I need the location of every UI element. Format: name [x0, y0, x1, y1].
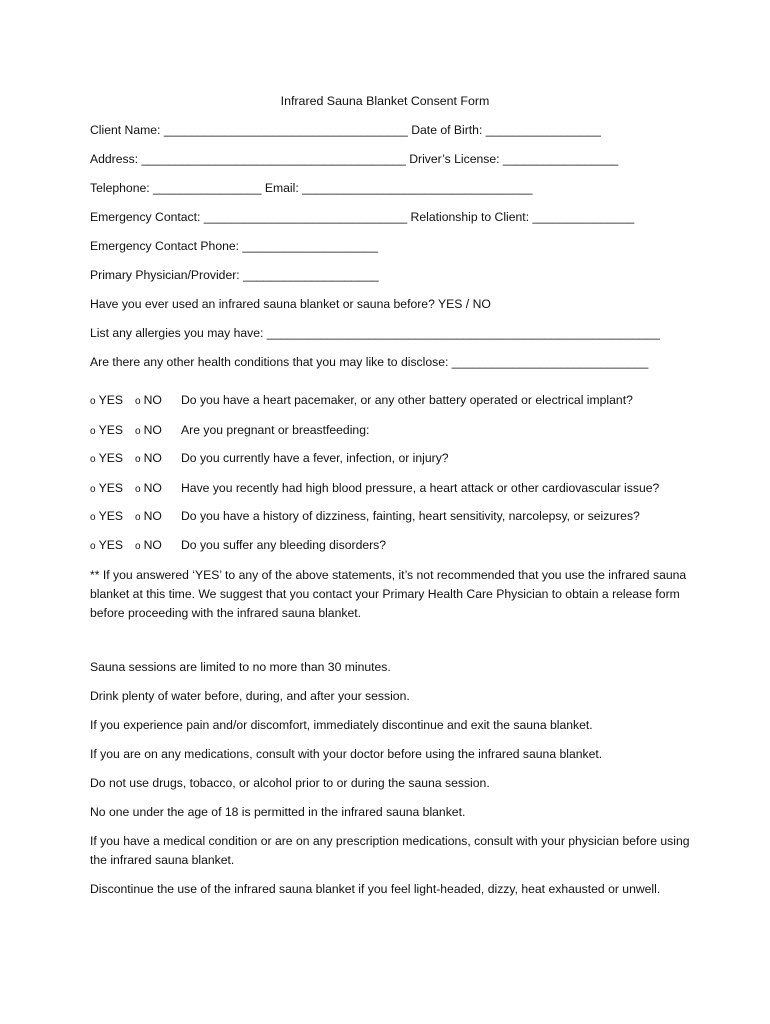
question-text: Are you pregnant or breastfeeding: [181, 423, 370, 437]
yes-option[interactable]: o YES [90, 509, 123, 523]
rule-item: Discontinue the use of the infrared sauna blanket if you feel light-headed, dizzy, heat exhausted or unwell. [90, 882, 661, 896]
address-license-field[interactable]: Address: _______________________________________ Driver’s License: _________________ [90, 152, 619, 166]
health-conditions-field[interactable]: Are there any other health conditions that you may like to disclose: _____________________________ [90, 355, 649, 369]
radio-circle-icon[interactable]: o [135, 512, 141, 523]
radio-circle-icon[interactable]: o [90, 512, 96, 523]
no-option[interactable]: o NO [135, 451, 162, 465]
radio-circle-icon[interactable]: o [90, 396, 96, 407]
question-row [90, 509, 640, 523]
no-option[interactable]: o NO [135, 538, 162, 552]
client-name-dob-field[interactable]: Client Name: ____________________________________ Date of Birth: _________________ [90, 123, 601, 137]
question-text: Do you have a history of dizziness, fainting, heart sensitivity, narcolepsy, or seizures? [181, 509, 640, 523]
rule-item: If you are on any medications, consult with your doctor before using the infrared sauna blanket. [90, 747, 603, 761]
question-text: Do you currently have a fever, infection, or injury? [181, 451, 449, 465]
allergies-field[interactable]: List any allergies you may have: __________________________________________________________ [90, 326, 660, 340]
rule-item: If you have a medical condition or are on any prescription medications, consult with your physician before using the infrared sauna blanket. [90, 834, 690, 867]
warning-paragraph: ** If you answered ‘YES’ to any of the above statements, it’s not recommended that you use the infrared sauna blanket at this time. We suggest that you contact your Primary Health Care Physician to obtain a release form before proceeding with the infrared sauna blanket. [90, 568, 687, 620]
physician-field[interactable]: Primary Physician/Provider: ____________________ [90, 268, 379, 282]
question-text: Do you suffer any bleeding disorders? [181, 538, 387, 552]
form-title: Infrared Sauna Blanket Consent Form [280, 94, 490, 108]
radio-circle-icon[interactable]: o [90, 426, 96, 437]
radio-circle-icon[interactable]: o [135, 484, 141, 495]
question-row [90, 451, 449, 465]
question-text: Do you have a heart pacemaker, or any other battery operated or electrical implant? [181, 393, 633, 407]
radio-circle-icon[interactable]: o [135, 541, 141, 552]
rule-item: If you experience pain and/or discomfort, immediately discontinue and exit the sauna blanket. [90, 718, 593, 732]
yes-option[interactable]: o YES [90, 393, 123, 407]
no-option[interactable]: o NO [135, 481, 162, 495]
prior-use-question[interactable]: Have you ever used an infrared sauna blanket or sauna before? YES / NO [90, 297, 491, 311]
rule-item: Drink plenty of water before, during, and after your session. [90, 689, 410, 703]
radio-circle-icon[interactable]: o [135, 396, 141, 407]
question-row [90, 538, 386, 552]
radio-circle-icon[interactable]: o [90, 454, 96, 465]
question-row [90, 423, 369, 437]
radio-circle-icon[interactable]: o [90, 484, 96, 495]
rule-item: Do not use drugs, tobacco, or alcohol prior to or during the sauna session. [90, 776, 490, 790]
yes-option[interactable]: o YES [90, 451, 123, 465]
yes-option[interactable]: o YES [90, 423, 123, 437]
radio-circle-icon[interactable]: o [90, 541, 96, 552]
rule-item: No one under the age of 18 is permitted in the infrared sauna blanket. [90, 805, 466, 819]
emergency-phone-field[interactable]: Emergency Contact Phone: ____________________ [90, 239, 378, 253]
question-row [90, 393, 633, 407]
telephone-email-field[interactable]: Telephone: ________________ Email: __________________________________ [90, 181, 533, 195]
radio-circle-icon[interactable]: o [135, 454, 141, 465]
emergency-contact-field[interactable]: Emergency Contact: ______________________________ Relationship to Client: _______________ [90, 210, 635, 224]
question-row [90, 481, 659, 495]
yes-option[interactable]: o YES [90, 481, 123, 495]
question-text: Have you recently had high blood pressure, a heart attack or other cardiovascular issue? [181, 481, 660, 495]
no-option[interactable]: o NO [135, 393, 162, 407]
no-option[interactable]: o NO [135, 509, 162, 523]
radio-circle-icon[interactable]: o [135, 426, 141, 437]
rule-item: Sauna sessions are limited to no more than 30 minutes. [90, 660, 391, 674]
yes-option[interactable]: o YES [90, 538, 123, 552]
no-option[interactable]: o NO [135, 423, 162, 437]
